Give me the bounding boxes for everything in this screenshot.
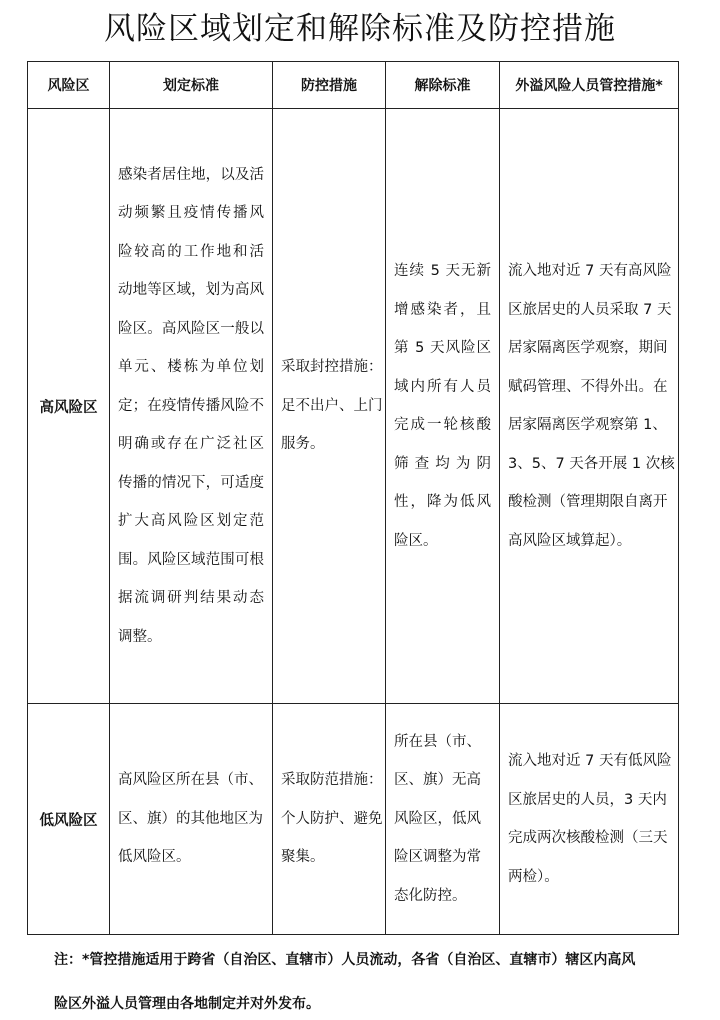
cell-text-line: 完成两次核酸检测（三天 xyxy=(508,830,668,846)
cell-text-line: 风险区，低风 xyxy=(394,810,481,827)
cell-release-high xyxy=(386,109,500,704)
cell-text-line: 险区。 xyxy=(394,532,438,549)
cell-criteria-low xyxy=(110,704,273,935)
header-measures: 防控措施 xyxy=(273,62,386,109)
cell-text-line: 所在县（市、 xyxy=(394,733,481,750)
cell-text-line: 第 5 天风险区 xyxy=(394,340,491,356)
cell-text-line: 高风险区域算起）。 xyxy=(508,532,632,549)
cell-text-line: 筛查均为阴 xyxy=(394,455,491,472)
cell-text-line: 险较高的工作地和活 xyxy=(118,243,264,260)
cell-text-line: 动地等区域，划为高风 xyxy=(118,282,264,299)
cell-text-line: 调整。 xyxy=(118,628,162,645)
cell-text-line: 传播的情况下，可适度 xyxy=(118,474,264,491)
cell-text-line: 酸检测（管理期限自离开 xyxy=(508,494,668,510)
cell-text-line: 连续 5 天无新 xyxy=(394,263,491,279)
cell-text-line: 增感染者，且 xyxy=(394,301,491,318)
cell-text-line: 高风险区所在县（市、 xyxy=(118,772,263,789)
cell-text-line: 足不出户、上门 xyxy=(281,397,383,414)
cell-text-line: 3、5、7 天各开展 1 次核 xyxy=(508,455,675,472)
cell-text-line: 居家隔离医学观察第 1、 xyxy=(508,417,667,433)
footnote-line-2: 险区外溢人员管理由各地制定并对外发布。 xyxy=(54,996,320,1012)
zone-label-low: 低风险区 xyxy=(28,704,110,935)
cell-text-line: 态化防控。 xyxy=(394,887,467,904)
cell-text-line: 据流调研判结果动态 xyxy=(118,590,264,607)
cell-text-line: 居家隔离医学观察，期间 xyxy=(508,340,668,356)
risk-zone-table xyxy=(27,61,679,935)
zone-label-high: 高风险区 xyxy=(28,109,110,704)
cell-text-line: 险区。高风险区一般以 xyxy=(118,320,264,337)
cell-text-line: 区旅居史的人员，3 天内 xyxy=(508,791,667,808)
cell-text-line: 动频繁且疫情传播风 xyxy=(118,205,264,222)
cell-measures-high xyxy=(273,109,386,704)
cell-text-line: 围。风险区域范围可根 xyxy=(118,551,264,568)
cell-text-line: 区旅居史的人员采取 7 天 xyxy=(508,301,672,318)
cell-text-line: 性，降为低风 xyxy=(394,494,491,510)
cell-text-line: 完成一轮核酸 xyxy=(394,417,491,433)
cell-measures-low xyxy=(273,704,386,935)
page-title: 风险区域划定和解除标准及防控措施 xyxy=(104,11,616,47)
cell-spillover-high xyxy=(500,109,679,704)
cell-text-line: 采取封控措施： xyxy=(281,359,383,376)
cell-text-line: 区、旗）的其他地区为 xyxy=(118,810,263,827)
cell-criteria-high xyxy=(110,109,273,704)
cell-text-line: 扩大高风险区划定范 xyxy=(118,513,264,530)
cell-text-line: 采取防范措施： xyxy=(281,772,383,789)
cell-text-line: 个人防护、避免 xyxy=(281,810,383,827)
cell-text-line: 流入地对近 7 天有高风险 xyxy=(508,263,672,279)
header-risk-zone: 风险区 xyxy=(28,62,110,109)
cell-text-line: 感染者居住地，以及活 xyxy=(118,166,264,183)
cell-text-line: 流入地对近 7 天有低风险 xyxy=(508,753,672,769)
table-row-low-risk xyxy=(28,704,679,935)
header-spillover: 外溢风险人员管控措施* xyxy=(500,62,679,109)
cell-text-line: 明确或存在广泛社区 xyxy=(118,436,264,453)
cell-text-line: 赋码管理、不得外出。在 xyxy=(508,378,668,395)
cell-text-line: 区、旗）无高 xyxy=(394,772,481,789)
table-row-high-risk xyxy=(28,109,679,704)
cell-release-low xyxy=(386,704,500,935)
header-criteria: 划定标准 xyxy=(110,62,273,109)
header-release: 解除标准 xyxy=(386,62,500,109)
cell-text-line: 低风险区。 xyxy=(118,849,191,866)
table-header-row xyxy=(28,62,679,109)
cell-spillover-low xyxy=(500,704,679,935)
cell-text-line: 域内所有人员 xyxy=(394,378,491,395)
cell-text-line: 服务。 xyxy=(281,436,325,453)
cell-text-line: 定；在疫情传播风险不 xyxy=(118,397,264,414)
cell-text-line: 单元、楼栋为单位划 xyxy=(118,359,264,376)
cell-text-line: 两检）。 xyxy=(508,868,559,885)
cell-text-line: 险区调整为常 xyxy=(394,849,481,866)
footnote-line-1: 注：*管控措施适用于跨省（自治区、直辖市）人员流动，各省（自治区、直辖市）辖区内高风 xyxy=(54,952,636,968)
cell-text-line: 聚集。 xyxy=(281,849,325,866)
